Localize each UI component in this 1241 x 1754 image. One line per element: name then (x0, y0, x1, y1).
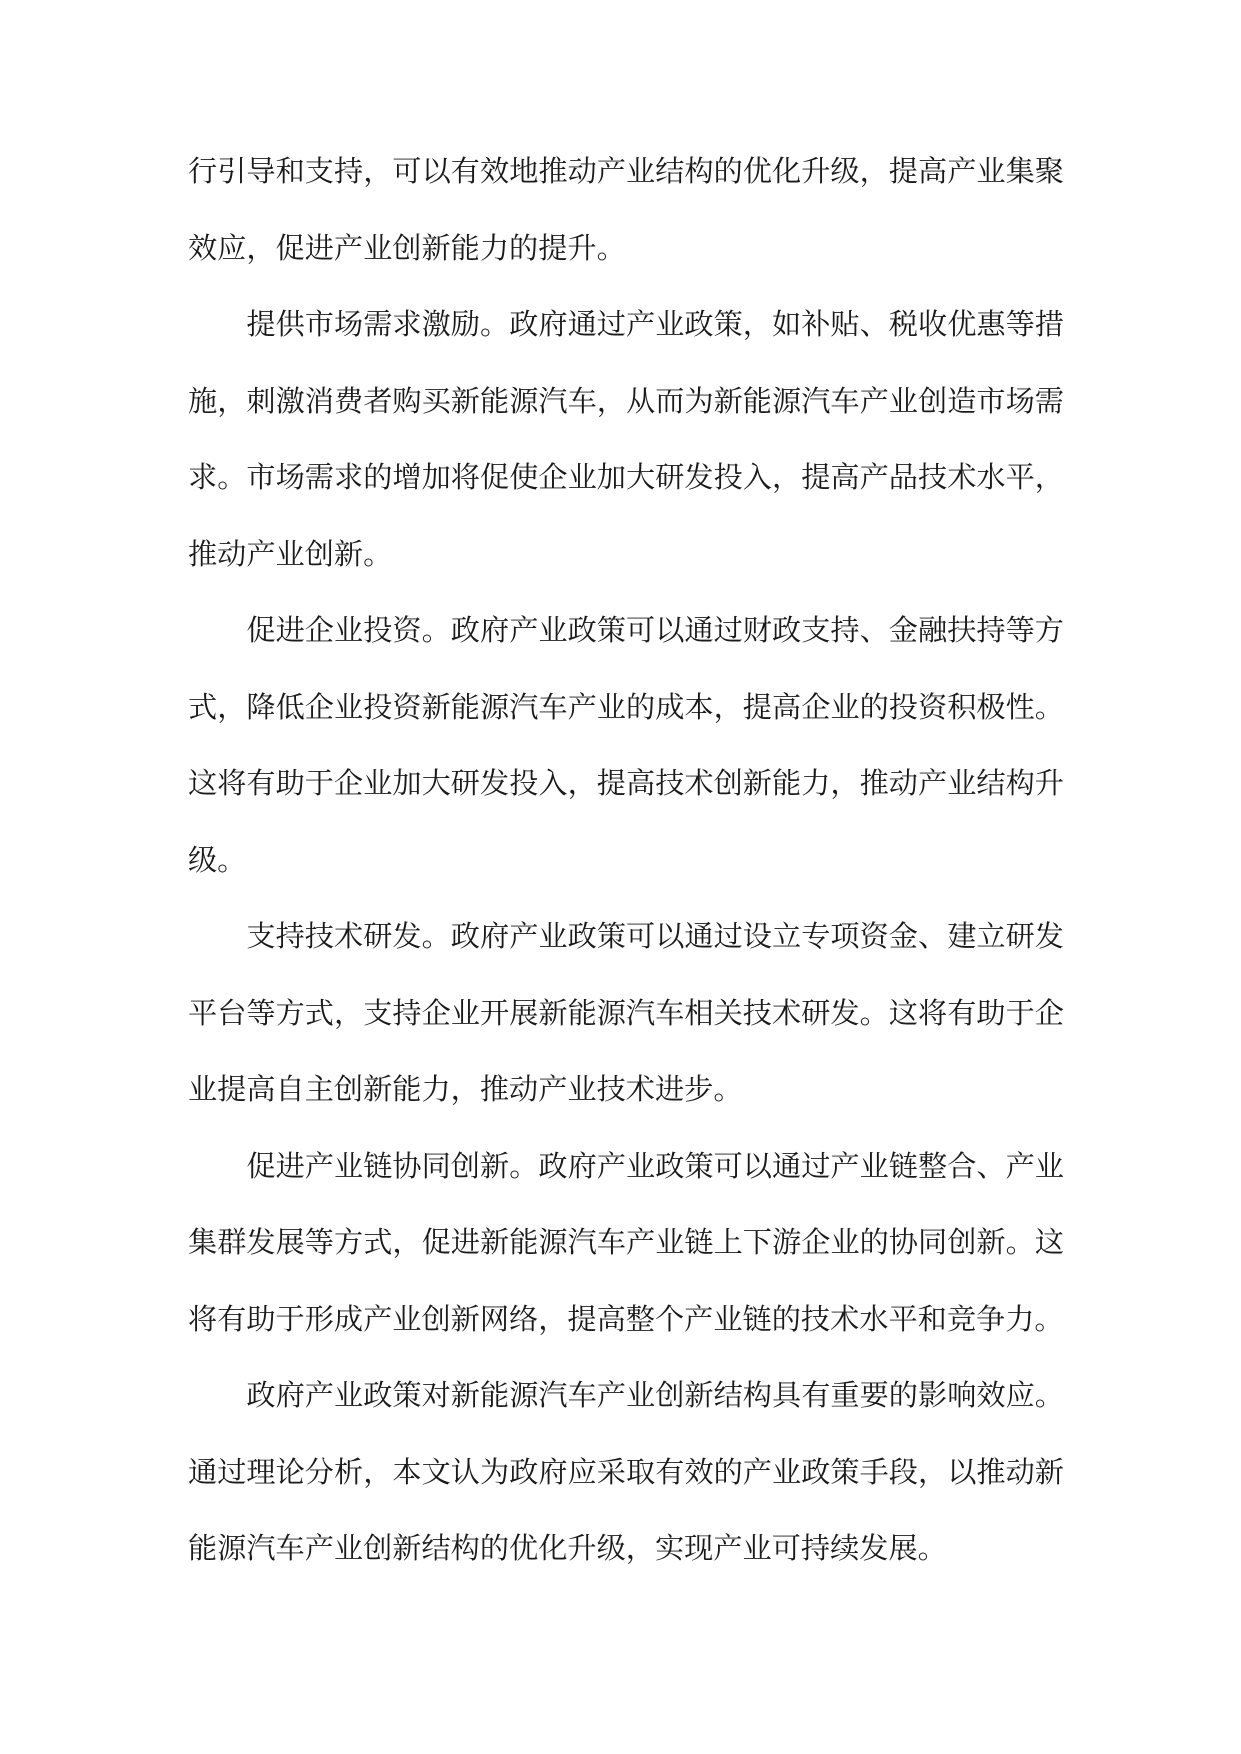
paragraph-market-demand: 提供市场需求激励。政府通过产业政策，如补贴、税收优惠等措施，刺激消费者购买新能源汽车，从而为新能源汽车产业创造市场需求。市场需求的增加将促使企业加大研发投入，提高产品技术水平，推动产业创新。 (188, 307, 1064, 571)
paragraph-continuation: 行引导和支持，可以有效地推动产业结构的优化升级，提高产业集聚效应，促进产业创新能力的提升。 (188, 154, 1064, 265)
paragraph-enterprise-investment: 促进企业投资。政府产业政策可以通过财政支持、金融扶持等方式，降低企业投资新能源汽车产业的成本，提高企业的投资积极性。这将有助于企业加大研发投入，提高技术创新能力，推动产业结构升级。 (188, 613, 1064, 877)
paragraph-industry-chain: 促进产业链协同创新。政府产业政策可以通过产业链整合、产业集群发展等方式，促进新能源汽车产业链上下游企业的协同创新。这将有助于形成产业创新网络，提高整个产业链的技术水平和竞争力。 (188, 1148, 1064, 1336)
paragraph-conclusion: 政府产业政策对新能源汽车产业创新结构具有重要的影响效应。通过理论分析，本文认为政府应采取有效的产业政策手段，以推动新能源汽车产业创新结构的优化升级，实现产业可持续发展。 (188, 1378, 1064, 1565)
body-text (188, 133, 1064, 1587)
paragraph-tech-rd: 支持技术研发。政府产业政策可以通过设立专项资金、建立研发平台等方式，支持企业开展新能源汽车相关技术研发。这将有助于企业提高自主创新能力，推动产业技术进步。 (188, 919, 1064, 1106)
